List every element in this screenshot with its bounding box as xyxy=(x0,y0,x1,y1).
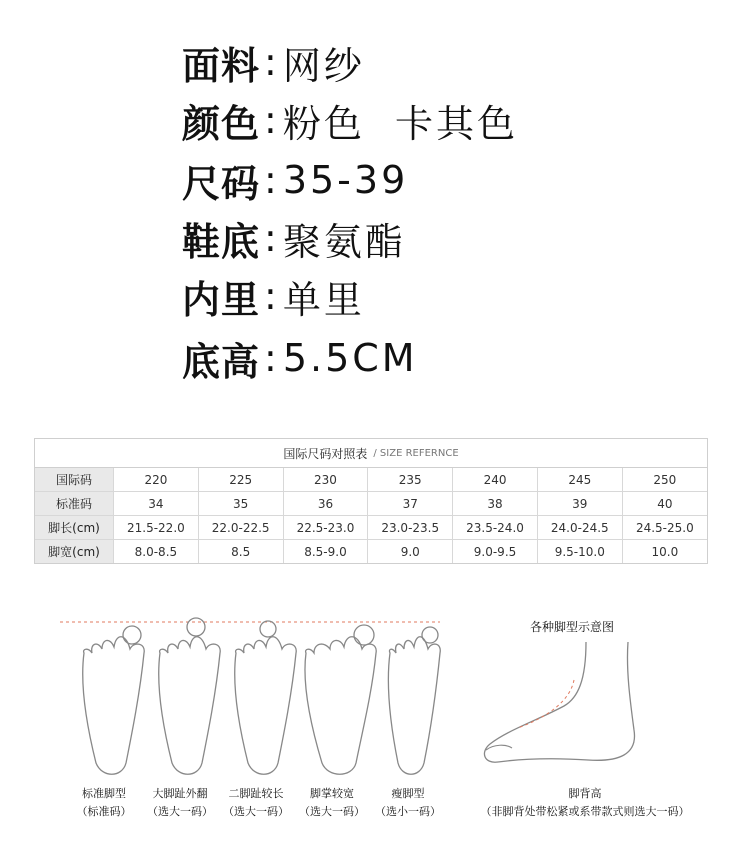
table-cell: 22.5-23.0 xyxy=(283,516,368,540)
table-cell: 235 xyxy=(368,468,453,492)
foot-long-second-toe-icon xyxy=(235,621,296,774)
spec-size xyxy=(182,154,408,206)
size-table xyxy=(34,438,708,564)
spec-color xyxy=(182,94,518,146)
spec-label: 鞋底 xyxy=(182,219,261,264)
size-table-caption xyxy=(35,439,707,468)
foot-diagram-title: 各种脚型示意图 xyxy=(530,620,615,634)
table-cell: 37 xyxy=(368,492,453,516)
table-cell: 250 xyxy=(653,472,677,487)
foot-type-note: （选大一码） xyxy=(223,805,289,818)
row-header: 标准码 xyxy=(35,492,114,516)
size-table-grid xyxy=(35,468,707,563)
spec-colon: : xyxy=(264,98,277,142)
spec-colon: : xyxy=(264,40,277,84)
table-cell: 39 xyxy=(537,492,622,516)
foot-type-note: （选大一码） xyxy=(147,805,213,818)
spec-lining xyxy=(182,270,365,322)
table-cell: 23.0-23.5 xyxy=(368,516,453,540)
spec-colon: : xyxy=(264,274,277,318)
table-row xyxy=(35,468,707,492)
table-cell: 9.0 xyxy=(368,540,453,564)
table-cell: 10.0 xyxy=(622,540,707,564)
table-cell: 24.0-24.5 xyxy=(537,516,622,540)
foot-type-caption xyxy=(292,785,372,821)
table-cell: 9.0-9.5 xyxy=(453,540,538,564)
table-row xyxy=(35,516,707,540)
foot-type-note: （标准码） xyxy=(76,805,132,818)
foot-type-caption xyxy=(216,785,296,821)
spec-fabric xyxy=(182,36,365,88)
row-header: 国际码 xyxy=(35,468,114,492)
foot-wide-icon xyxy=(305,625,376,774)
table-cell: 8.0-8.5 xyxy=(114,540,199,564)
foot-standard-icon xyxy=(83,626,144,774)
foot-type-name: 大脚趾外翻 xyxy=(152,787,208,800)
row-header: 脚长(cm) xyxy=(35,516,114,540)
table-cell: 225 xyxy=(198,468,283,492)
table-cell: 22.0-22.5 xyxy=(198,516,283,540)
size-table-title-en: / SIZE REFERNCE xyxy=(373,447,459,459)
foot-type-name: 标准脚型 xyxy=(82,787,126,800)
table-cell: 21.5-22.0 xyxy=(114,516,199,540)
table-cell: 220 xyxy=(114,468,199,492)
spec-value: 粉色 卡其色 xyxy=(282,101,518,146)
foot-diagram-caption xyxy=(455,785,715,821)
spec-heel-height xyxy=(182,332,418,384)
foot-type-name: 瘦脚型 xyxy=(391,787,425,800)
table-row xyxy=(35,492,707,516)
foot-type-name: 二脚趾较长 xyxy=(228,787,284,800)
table-cell: 40 xyxy=(622,492,707,516)
instep-label: 脚背高 xyxy=(568,787,602,800)
table-cell: 8.5 xyxy=(198,540,283,564)
spec-value: 35-39 xyxy=(282,158,409,202)
table-cell: 8.5-9.0 xyxy=(283,540,368,564)
table-cell: 9.5-10.0 xyxy=(537,540,622,564)
instep-note: （非脚背处带松紧或系带款式则选大一码） xyxy=(480,805,690,818)
table-cell: 36 xyxy=(283,492,368,516)
instep-height-icon xyxy=(478,640,648,770)
spec-label: 尺码 xyxy=(182,161,261,206)
spec-label: 颜色 xyxy=(182,101,261,146)
foot-type-caption xyxy=(140,785,220,821)
foot-type-caption xyxy=(64,785,144,821)
foot-bunion-icon xyxy=(159,618,220,774)
foot-type-name: 脚掌较宽 xyxy=(310,787,354,800)
spec-value: 5.5CM xyxy=(282,336,418,380)
table-cell: 34 xyxy=(114,492,199,516)
spec-sole xyxy=(182,212,406,264)
spec-value: 单里 xyxy=(282,277,365,322)
spec-value: 网纱 xyxy=(282,43,365,88)
foot-type-caption xyxy=(368,785,448,821)
spec-colon: : xyxy=(264,216,277,260)
table-cell: 245 xyxy=(537,468,622,492)
table-cell: 23.5-24.0 xyxy=(453,516,538,540)
table-cell: 24.5-25.0 xyxy=(622,516,707,540)
spec-colon: : xyxy=(264,158,277,202)
spec-label: 面料 xyxy=(182,43,261,88)
foot-slim-icon xyxy=(388,627,440,774)
row-header: 脚宽(cm) xyxy=(35,540,114,564)
foot-type-note: （选大一码） xyxy=(299,805,365,818)
table-row xyxy=(35,540,707,564)
table-cell: 230 xyxy=(283,468,368,492)
table-cell: 35 xyxy=(198,492,283,516)
spec-value: 聚氨酯 xyxy=(282,219,406,264)
size-table-title: 国际尺码对照表 xyxy=(283,446,368,461)
spec-label: 内里 xyxy=(182,277,261,322)
foot-type-note: （选小一码） xyxy=(375,805,441,818)
table-cell: 240 xyxy=(453,468,538,492)
spec-label: 底高 xyxy=(182,339,261,384)
foot-types-illustration xyxy=(60,605,450,775)
table-cell: 38 xyxy=(453,492,538,516)
spec-colon: : xyxy=(264,336,277,380)
